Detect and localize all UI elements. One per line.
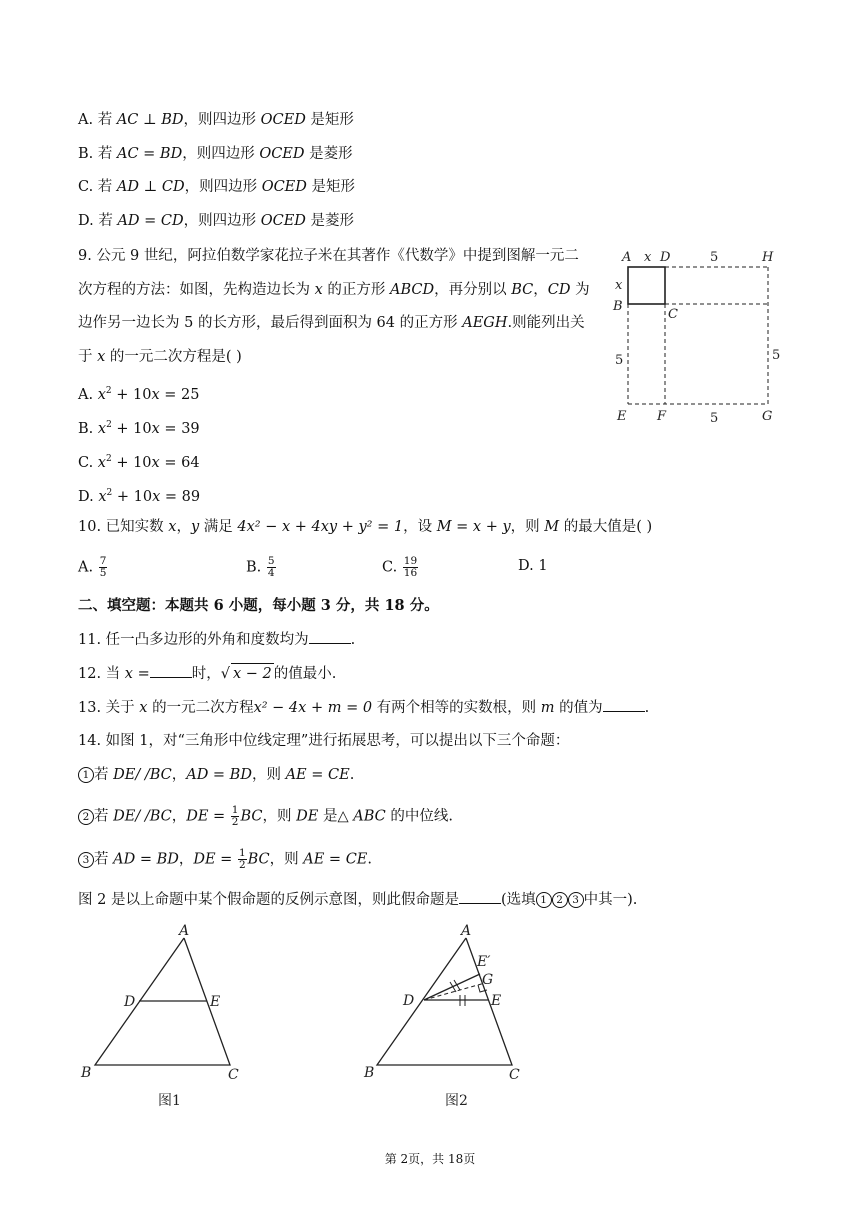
question-text: ，设: [403, 519, 437, 535]
math-var: m: [540, 700, 555, 716]
question-text: 若: [94, 767, 114, 783]
math-condition: DE/ /BC: [113, 767, 172, 783]
heading-number: 6: [213, 597, 224, 614]
heading-text: 分。: [404, 597, 439, 614]
question-text: ，: [176, 519, 191, 535]
math-condition: AD = CD: [117, 213, 184, 229]
circled-number: 2: [552, 892, 568, 908]
q9-option-c: [78, 449, 200, 473]
option-text: ，则四边形: [183, 213, 261, 229]
question-text: .: [350, 632, 356, 648]
math-condition: AD = BD: [186, 767, 252, 783]
question-text: ，则: [251, 767, 286, 783]
circled-number: 3: [568, 892, 584, 908]
fraction-denominator: 4: [267, 567, 275, 579]
fraction-numerator: 19: [403, 555, 418, 567]
label-a: A: [179, 923, 190, 939]
q10-option-d: [518, 556, 548, 576]
label-g: G: [482, 972, 494, 988]
page-footer: 第 2页，共 18页: [384, 1152, 476, 1166]
question-text: 的一元二次方程是( ): [105, 349, 242, 365]
heading-text: 小题，每小题: [223, 597, 321, 614]
option-text: ，则四边形: [183, 112, 261, 128]
math-text: =: [159, 420, 182, 437]
math-shape: OCED: [259, 146, 305, 162]
math-text: + 10: [111, 454, 152, 471]
question-text: 的正方形: [322, 282, 391, 298]
q10-option-b: [246, 556, 277, 579]
math-var: x: [97, 454, 106, 471]
math-shape: ABC: [353, 808, 386, 825]
question-text: 14. 如图 1，对“三角形中位线定理”进行拓展思考，可以提出以下三个命题：: [78, 733, 570, 749]
question-text: ，: [171, 808, 187, 825]
fraction: [238, 848, 247, 871]
label-e-prime: E′: [477, 954, 491, 970]
q8-option-a: [78, 110, 354, 130]
question-text: .: [644, 700, 650, 716]
q9-line-1: [78, 246, 579, 266]
label-e: E: [617, 409, 627, 424]
math-equation: M = x + y: [436, 519, 511, 535]
fraction-denominator: 5: [99, 567, 107, 579]
circled-number: 1: [78, 767, 94, 783]
question-text: .则能列出关: [507, 315, 585, 331]
answer-blank[interactable]: [309, 629, 351, 644]
fraction-denominator: 2: [238, 859, 246, 871]
circled-number: 2: [78, 809, 94, 825]
question-text: 的最大值是( ): [559, 519, 653, 535]
math-var: x: [151, 420, 160, 437]
option-text: 是菱形: [304, 146, 353, 162]
label-5-top: 5: [710, 250, 719, 265]
q8-option-b: [78, 144, 353, 164]
math-condition: BC: [247, 851, 270, 868]
math-conclusion: AE = CE: [303, 851, 368, 868]
label-d: D: [124, 994, 136, 1010]
math-condition: AC = BD: [116, 146, 183, 162]
option-label: B.: [246, 559, 266, 576]
q9-line-4: [78, 347, 242, 367]
label-d: D: [403, 993, 415, 1009]
option-label: C.: [382, 559, 402, 576]
math-exponent: 2: [106, 488, 113, 498]
fraction-numerator: 1: [238, 847, 246, 859]
figure-caption: 图1: [158, 1093, 181, 1109]
heading-number: 18: [384, 597, 405, 614]
option-label: D. 若: [78, 213, 118, 229]
math-var: x: [168, 519, 177, 535]
math-conclusion: AE = CE: [285, 767, 350, 783]
label-g: G: [762, 409, 773, 424]
q14-intro: [78, 731, 569, 751]
q10-option-a: [78, 556, 108, 579]
math-condition: DE =: [193, 851, 237, 868]
heading-text: 分，共: [330, 597, 385, 614]
math-var: x: [124, 666, 133, 682]
math-shape: OCED: [260, 213, 306, 229]
answer-blank[interactable]: [459, 889, 501, 904]
math-value: 89: [181, 488, 201, 505]
question-text: 12. 当: [78, 666, 125, 682]
math-text: =: [160, 488, 182, 505]
math-segment: BC: [511, 282, 534, 298]
math-shape: AEGH: [462, 315, 508, 331]
fraction: [267, 556, 276, 579]
option-label: A. 若: [78, 112, 117, 128]
fraction: [99, 556, 108, 579]
sqrt-symbol: √: [220, 666, 230, 682]
circled-number: 3: [78, 852, 94, 868]
math-exponent: 2: [106, 420, 112, 430]
option-text: ，则四边形: [182, 146, 260, 162]
question-text: 是△: [318, 808, 354, 825]
q9-square-diagram: [608, 244, 788, 429]
label-a: A: [461, 923, 472, 939]
q9-option-a: [78, 381, 199, 405]
heading-text: 二、填空题：本题共: [78, 597, 214, 614]
question-text: .: [367, 851, 372, 868]
math-var: y: [190, 519, 200, 535]
math-text: =: [159, 454, 182, 471]
question-text: 的值为: [554, 700, 603, 716]
q11: [78, 629, 355, 650]
question-text: 边作另一边长为 5 的长方形，最后得到面积为 64 的正方形: [78, 315, 463, 331]
q9-option-b: [78, 415, 200, 439]
figure-caption: 图2: [445, 1093, 468, 1109]
math-text: =: [132, 666, 150, 682]
question-text: ，则: [510, 519, 545, 535]
label-c: C: [228, 1067, 239, 1083]
question-text: ，则: [262, 808, 297, 825]
question-text: 次方程的方法：如图，先构造边长为: [78, 282, 315, 298]
section-heading: [78, 596, 439, 616]
q9-line-3: [78, 313, 585, 333]
question-text: ，: [533, 282, 548, 298]
math-text: + 10: [111, 420, 152, 437]
math-var: x: [97, 386, 106, 403]
answer-blank[interactable]: [603, 697, 645, 712]
q14-proposition-3: [78, 848, 372, 871]
q10-option-c: [382, 556, 419, 579]
question-text: 9. 公元 9 世纪，阿拉伯数学家花拉子米在其著作《代数学》中提到图解一元二: [78, 248, 579, 264]
fraction: [231, 805, 240, 828]
option-value: 1: [538, 558, 548, 574]
question-text: 若: [94, 851, 114, 868]
q8-option-c: [78, 177, 355, 197]
question-text: (选填: [500, 892, 536, 908]
label-a: A: [622, 250, 632, 265]
math-exponent: 2: [105, 454, 112, 464]
math-equation: 4x² − x + 4xy + y² = 1: [237, 519, 404, 535]
fraction-numerator: 1: [231, 804, 239, 816]
q13: [78, 697, 649, 718]
option-label: A.: [78, 386, 98, 403]
option-label: B. 若: [78, 146, 117, 162]
fraction: [403, 556, 418, 579]
q9-option-d: [78, 483, 200, 507]
question-text: ，则: [269, 851, 304, 868]
fraction-numerator: 5: [267, 555, 275, 567]
question-text: 的值最小.: [273, 666, 337, 682]
fraction-denominator: 2: [231, 816, 239, 828]
math-var: x: [98, 488, 107, 505]
math-condition: BC: [240, 808, 263, 825]
label-h: H: [762, 250, 774, 265]
math-text: =: [159, 386, 182, 403]
label-b: B: [613, 299, 623, 314]
q12: [78, 663, 336, 684]
label-c: C: [509, 1067, 520, 1083]
label-d: D: [660, 250, 671, 265]
math-condition: AD = BD: [113, 851, 179, 868]
math-condition: DE =: [186, 808, 230, 825]
question-text: 有两个相等的实数根，则: [372, 700, 541, 716]
question-text: 为: [570, 282, 590, 298]
option-label: C.: [78, 454, 98, 471]
q14-proposition-2: [78, 805, 453, 828]
math-shape: OCED: [261, 179, 307, 195]
answer-blank[interactable]: [150, 663, 192, 678]
question-text: 中其一).: [583, 892, 638, 908]
label-5-left: 5: [615, 353, 624, 368]
math-equation: x² − 4x + m = 0: [253, 700, 373, 716]
math-value: 25: [181, 386, 200, 403]
q8-option-d: [78, 211, 354, 231]
question-text: ，: [178, 851, 194, 868]
question-text: ，: [171, 767, 187, 783]
sqrt-radicand: x − 2: [231, 663, 274, 684]
q9-line-2: [78, 280, 590, 300]
option-text: ，则四边形: [184, 179, 262, 195]
question-text: .: [349, 767, 355, 783]
label-b: B: [364, 1065, 375, 1081]
math-value: 64: [181, 454, 200, 471]
fraction-numerator: 7: [99, 555, 107, 567]
label-x-left: x: [615, 278, 623, 293]
label-5-right: 5: [772, 348, 781, 363]
math-segment: DE: [296, 808, 319, 825]
option-label: B.: [78, 420, 98, 437]
q14-ask: [78, 889, 637, 910]
question-text: 图 2 是以上命题中某个假命题的反例示意图，则此假命题是: [78, 892, 459, 908]
q14-proposition-1: [78, 765, 354, 785]
math-var: x: [151, 454, 160, 471]
question-text: 13. 关于: [78, 700, 140, 716]
math-shape: OCED: [260, 112, 306, 128]
figure-1: [72, 920, 252, 1115]
question-text: 满足: [199, 519, 238, 535]
math-var: x: [314, 282, 323, 298]
math-text: + 10: [111, 386, 152, 403]
option-text: 是菱形: [305, 213, 355, 229]
math-condition: DE/ /BC: [113, 808, 172, 825]
math-var: x: [139, 700, 148, 716]
heading-number: 3: [320, 597, 331, 614]
square-abcd: [628, 267, 665, 304]
question-text: ，再分别以: [434, 282, 512, 298]
label-f: F: [657, 409, 667, 424]
math-value: 39: [181, 420, 200, 437]
question-text: 11. 任一凸多边形的外角和度数均为: [78, 632, 309, 648]
math-condition: AD ⊥ CD: [116, 179, 185, 195]
math-var: M: [544, 519, 560, 535]
math-text: + 10: [112, 488, 153, 505]
question-text: 于: [78, 349, 98, 365]
label-e: E: [210, 994, 221, 1010]
math-var: x: [152, 488, 161, 505]
label-e: E: [491, 993, 502, 1009]
math-shape: ABCD: [390, 282, 435, 298]
option-label: D.: [78, 488, 99, 505]
question-text: 时，: [191, 666, 221, 682]
option-label: A.: [78, 559, 98, 576]
question-text: 10. 已知实数: [78, 519, 169, 535]
math-var: x: [97, 420, 107, 437]
label-b: B: [81, 1065, 92, 1081]
figure-2: [352, 920, 542, 1115]
label-x-top: x: [644, 250, 652, 265]
question-text: 的一元二次方程: [147, 700, 254, 716]
q10-stem: [78, 517, 652, 537]
math-exponent: 2: [105, 386, 112, 396]
math-segment: CD: [547, 282, 571, 298]
label-c: C: [668, 307, 678, 322]
fraction-denominator: 16: [403, 567, 418, 579]
circled-number: 1: [536, 892, 552, 908]
math-condition: AC ⊥ BD: [116, 112, 184, 128]
question-text: 若: [94, 808, 114, 825]
math-var: x: [97, 349, 106, 365]
option-label: D.: [518, 558, 539, 574]
option-label: C. 若: [78, 179, 117, 195]
option-text: 是矩形: [305, 112, 354, 128]
question-text: 的中位线.: [385, 808, 453, 825]
option-text: 是矩形: [306, 179, 355, 195]
math-var: x: [151, 386, 160, 403]
label-5-bottom: 5: [710, 411, 719, 426]
